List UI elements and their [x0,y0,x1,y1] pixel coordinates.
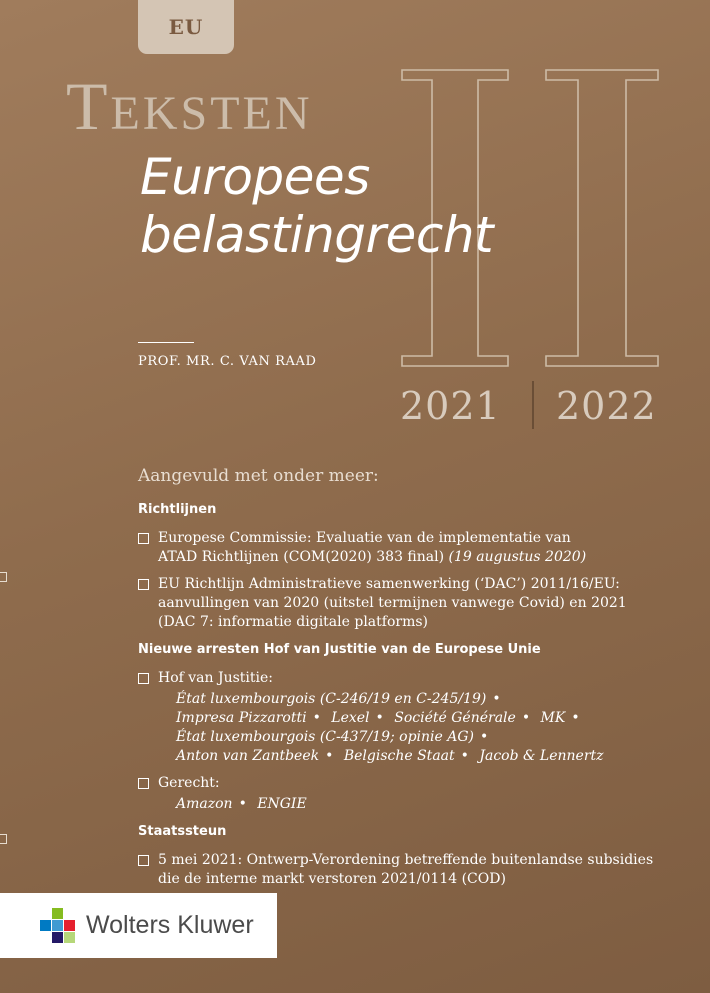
gerecht-case-list [176,795,646,814]
publisher-name: Wolters Kluwer [86,911,254,939]
bullet-separator-icon: • [521,710,531,726]
eu-tab [138,0,234,54]
edge-mark [0,834,7,844]
bullet-separator-icon: • [238,796,247,812]
bullet-separator-icon: • [312,710,321,726]
publisher-logo-panel [0,893,277,958]
checkbox-icon [138,855,149,866]
lead-text: Aangevuld met onder meer: [138,466,379,486]
bullet-separator-icon: • [492,691,501,707]
case-name: Belgische Staat [343,748,455,764]
year-end: 2022 [556,384,657,428]
section-heading-staatssteun: Staatssteun [138,824,227,839]
gerecht-label: Gerecht: [158,775,220,791]
case-name: Amazon [176,796,233,812]
series-title: Teksten [66,68,313,144]
author-rule [138,342,194,343]
section-heading-richtlijnen: Richtlijnen [138,502,217,517]
item-text: 5 mei 2021: Ontwerp-Verordening betreffende buitenlandse subsidies die de interne markt verstoren 2021/0114 (COD) [158,852,654,887]
year-separator [532,381,534,429]
checkbox-icon [138,673,149,684]
case-name: Jacob & Lennertz [479,748,604,764]
item-text: Europese Commissie: Evaluatie van de implementatie van ATAD Richtlijnen (COM(2020) 383 final) [158,530,571,565]
hof-case-list [176,690,646,766]
bullet-separator-icon: • [480,729,489,745]
author: PROF. MR. C. VAN RAAD [138,354,317,369]
case-name: État luxembourgois (C-246/19 en C-245/19) [176,691,487,707]
book-title [140,148,493,264]
checkbox-icon [138,579,149,590]
checkbox-icon [138,533,149,544]
book-title-line2: belastingrecht [140,206,494,264]
case-name: Lexel [331,710,370,726]
list-item [138,774,698,793]
case-name: MK [540,710,566,726]
item-date: (19 augustus 2020) [448,549,587,565]
case-name: Impresa Pizzarotti [176,710,307,726]
bullet-separator-icon: • [460,748,469,764]
eu-tab-label: EU [168,15,204,39]
year-start: 2021 [400,384,501,428]
book-title-line1: Europees [140,148,370,206]
case-name: Société Générale [394,710,516,726]
item-text: EU Richtlijn Administratieve samenwerking (‘DAC’) 2011/16/EU: aanvullingen van 2020 (uitstel termijnen vanwege Covid) en 2021 (DAC 7: informatie digitale platforms) [158,576,627,630]
list-item [138,575,698,632]
section-heading-arresten: Nieuwe arresten Hof van Justitie van de Europese Unie [138,642,541,657]
edge-mark [0,572,7,582]
case-name: Anton van Zantbeek [176,748,320,764]
contents [138,467,698,897]
hof-label: Hof van Justitie: [158,670,274,686]
list-item [138,529,698,567]
checkbox-icon [138,778,149,789]
bullet-separator-icon: • [375,710,384,726]
case-name: État luxembourgois (C-437/19; opinie AG) [176,729,474,745]
list-item [138,851,698,889]
list-item [138,669,698,688]
bullet-separator-icon: • [325,748,334,764]
wolters-kluwer-logo-icon [38,906,78,946]
bullet-separator-icon: • [571,710,580,726]
case-name: ENGIE [257,796,307,812]
